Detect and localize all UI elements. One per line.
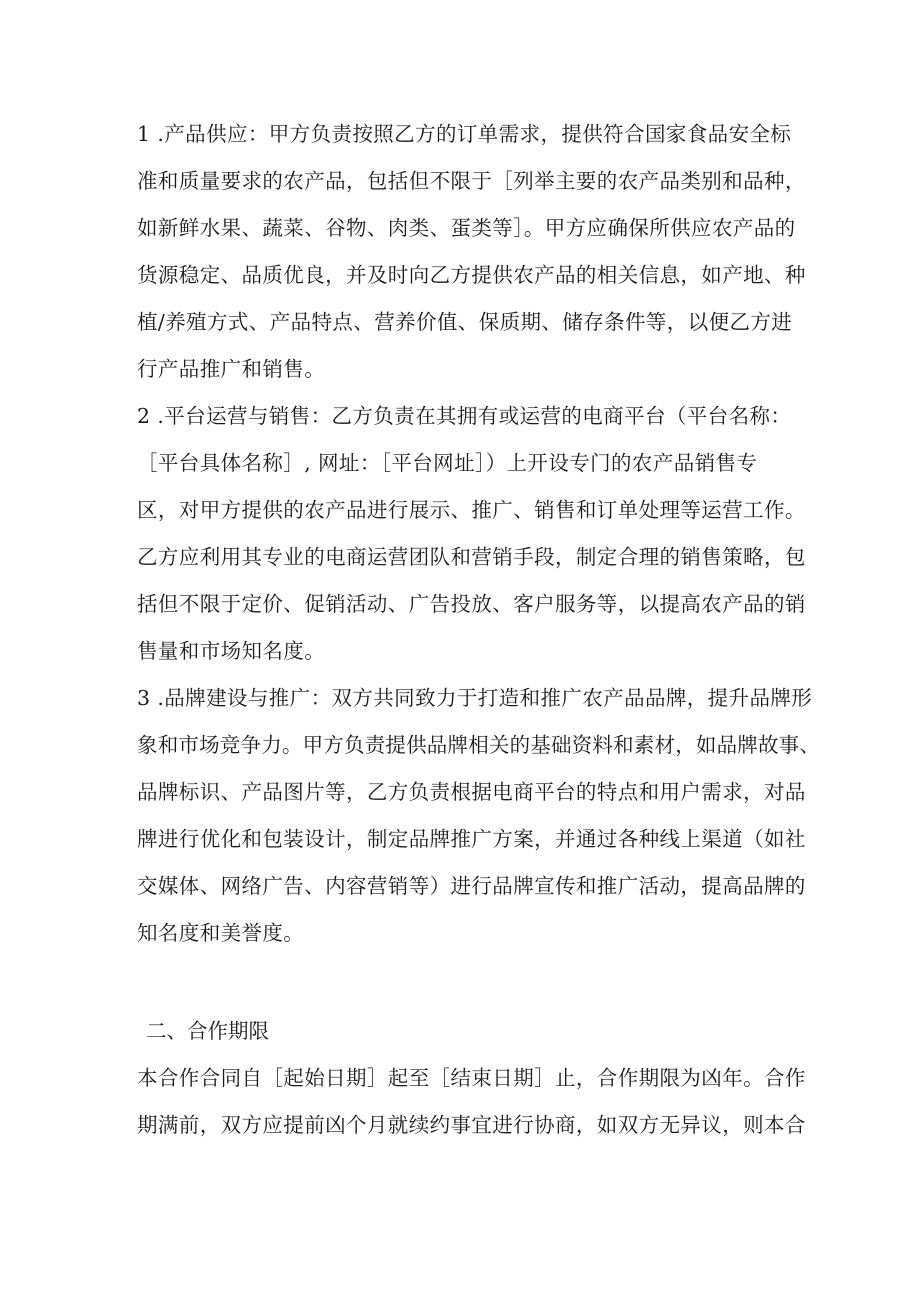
term-line-1: 本合作合同自［起始日期］起至［结束日期］止，合作期限为凶年。合作 [137,1066,806,1090]
clause-2-line-5: 括但不限于定价、促销活动、广告投放、客户服务等，以提高农产品的销 [137,592,806,616]
clause-2-line-6: 售量和市场知名度。 [137,639,326,663]
clause-1-line-6: 行产品推广和销售。 [137,357,326,381]
clause-2-line-1: 2 .平台运营与销售：乙方负责在其拥有或运营的电商平台（平台名称： [137,404,792,428]
term-line-2: 期满前，双方应提前凶个月就续约事宜进行协商，如双方无异议，则本合 [137,1113,806,1137]
clause-3-line-5: 交媒体、网络广告、内容营销等）进行品牌宣传和推广活动，提高品牌的 [137,874,806,898]
clause-1-line-1: 1 .产品供应：甲方负责按照乙方的订单需求，提供符合国家食品安全标 [137,122,792,146]
clause-1-line-2: 准和质量要求的农产品，包括但不限于［列举主要的农产品类别和品种， [137,169,806,193]
clause-3-line-2: 象和市场竞争力。甲方负责提供品牌相关的基础资料和素材，如品牌故事、 [137,733,821,757]
clause-3-line-4: 牌进行优化和包装设计，制定品牌推广方案，并通过各种线上渠道（如社 [137,827,806,851]
clause-3-line-1: 3 .品牌建设与推广：双方共同致力于打造和推广农产品品牌，提升品牌形 [137,686,813,710]
clause-1-line-4: 货源稳定、品质优良，并及时向乙方提供农产品的相关信息，如产地、种 [137,263,806,287]
clause-2-line-3: 区，对甲方提供的农产品进行展示、推广、销售和订单处理等运营工作。 [137,498,806,522]
clause-3-line-3: 品牌标识、产品图片等，乙方负责根据电商平台的特点和用户需求，对品 [137,780,806,804]
section-heading-term: 二、合作期限 [146,1019,269,1043]
clause-3-line-6: 知名度和美誉度。 [137,921,305,945]
clause-2-line-4: 乙方应利用其专业的电商运营团队和营销手段，制定合理的销售策略，包 [137,545,806,569]
clause-1-line-5: 植/养殖方式、产品特点、营养价值、保质期、储存条件等，以便乙方进 [137,310,793,334]
clause-1-line-3: 如新鲜水果、蔬菜、谷物、肉类、蛋类等］。甲方应确保所供应农产品的 [137,216,796,240]
clause-2-line-2: ［平台具体名称］, 网址：［平台网址］）上开设专门的农产品销售专 [137,451,758,475]
